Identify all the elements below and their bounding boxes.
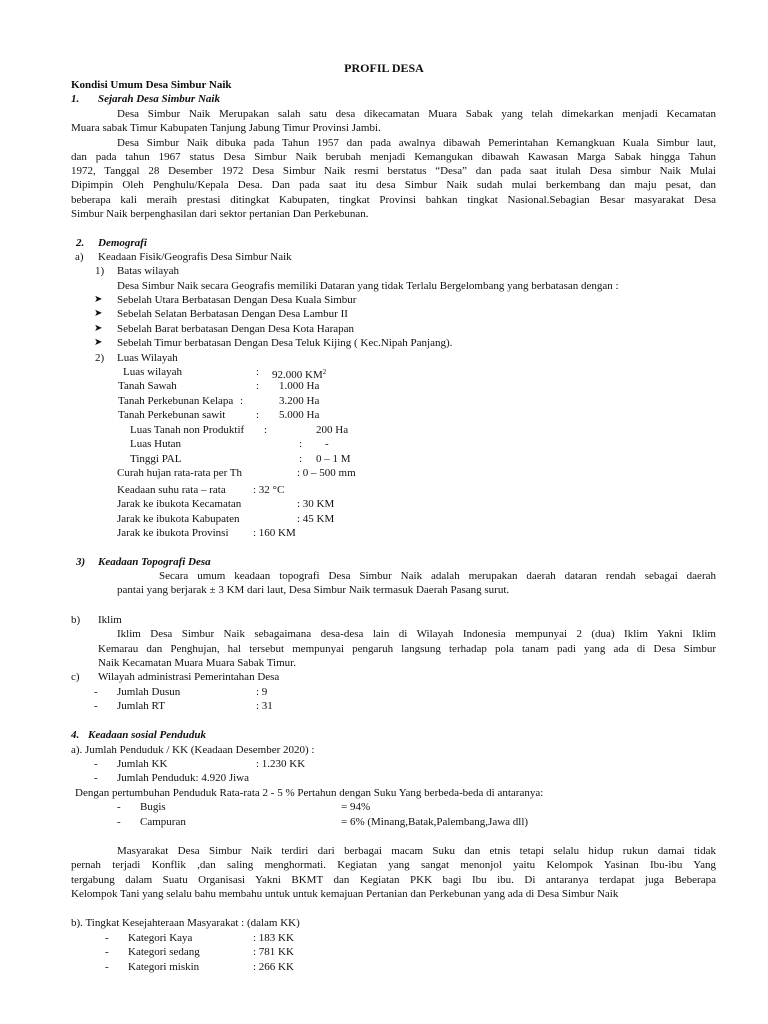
dash-bullet: - bbox=[105, 946, 109, 958]
section-3-number: 3) bbox=[76, 556, 86, 568]
arrow-bullet-icon: ➤ bbox=[94, 308, 103, 319]
section-heading: Kondisi Umum Desa Simbur Naik bbox=[71, 79, 232, 91]
area-value: 200 Ha bbox=[316, 424, 349, 436]
growth-text: Dengan pertumbuhan Penduduk Rata-rata 2 - 5 % Pertahun dengan Suku Yang berbeda-beda di antaranya: bbox=[75, 787, 544, 799]
section-1-paragraph-2-line: Desa Simbur Naik dibuka pada Tahun 1957 dan pada awalnya dibawah Pemerintahan Kemangkuan Kuala Simbur laut, bbox=[117, 137, 716, 149]
boundary-intro: Desa Simbur Naik secara Geografis memiliki Dataran yang tidak Terlalu Bergelombang yang berbatasan dengan : bbox=[117, 280, 619, 292]
dash-bullet: - bbox=[105, 932, 109, 944]
arrow-bullet-icon: ➤ bbox=[94, 294, 103, 305]
admin-value: : 9 bbox=[256, 686, 268, 698]
dash-bullet: - bbox=[117, 801, 121, 813]
section-1-paragraph-2-line: 1972, Tanggal 28 Desember 1972 Desa Simbur Naik resmi berstatus “Desa” dan pada saat itulah Desa simbur Naik Mulai bbox=[71, 165, 716, 177]
welfare-label: Kategori miskin bbox=[128, 961, 200, 973]
area-value: 5.000 Ha bbox=[279, 409, 320, 421]
boundary-item: Sebelah Barat berbatasan Dengan Desa Kota Harapan bbox=[117, 323, 355, 335]
item-2-marker: 2) bbox=[95, 352, 105, 364]
section-1-number: 1. bbox=[71, 93, 80, 105]
area-label: Tanah Sawah bbox=[118, 380, 177, 392]
area-separator: : bbox=[299, 438, 303, 450]
subsection-a-title: Keadaan Fisik/Geografis Desa Simbur Naik bbox=[98, 251, 292, 263]
population-title: a). Jumlah Penduduk / KK (Keadaan Desember 2020) : bbox=[71, 744, 315, 756]
admin-label: Jumlah Dusun bbox=[117, 686, 181, 698]
population-value: : 1.230 KK bbox=[256, 758, 306, 770]
item-2-title: Luas Wilayah bbox=[117, 352, 178, 364]
climate-line: Iklim Desa Simbur Naik sebagaimana desa-desa lain di Wilayah Indonesia mempunyai 2 (dua) Iklim Yakni Iklim bbox=[117, 628, 716, 640]
stat-value: : 45 KM bbox=[297, 513, 335, 525]
area-separator: : bbox=[256, 366, 260, 378]
dash-bullet: - bbox=[94, 772, 98, 784]
page-title: PROFIL DESA bbox=[344, 61, 424, 75]
topography-line: Secara umum keadaan topografi Desa Simbur Naik adalah merupakan daerah dataran rendah sebagai daerah bbox=[159, 570, 716, 582]
stat-label: Curah hujan rata-rata per Th bbox=[117, 467, 243, 479]
topography-line: pantai yang berjarak ± 3 KM dari laut, Desa Simbur Naik termasuk Daerah Pasang surut. bbox=[117, 584, 510, 596]
ethnic-value: = 6% (Minang,Batak,Palembang,Jawa dll) bbox=[341, 816, 529, 828]
area-separator: : bbox=[256, 409, 260, 421]
area-value: 3.200 Ha bbox=[279, 395, 320, 407]
admin-label: Jumlah RT bbox=[117, 700, 165, 712]
section-4-number: 4. bbox=[71, 729, 80, 741]
section-2-title: Demografi bbox=[98, 237, 147, 249]
subsection-b-marker: b) bbox=[71, 614, 81, 626]
climate-line: Kemarau dan Penghujan, hal tersebut mempunyai pengaruh langsung terhadap pola tanam padi yang ada di Desa Simbur bbox=[98, 643, 716, 655]
welfare-label: Kategori Kaya bbox=[128, 932, 193, 944]
stat-label: Jarak ke ibukota Provinsi bbox=[117, 527, 229, 539]
item-1-title: Batas wilayah bbox=[117, 265, 180, 277]
welfare-label: Kategori sedang bbox=[128, 946, 200, 958]
stat-value: : 160 KM bbox=[253, 527, 296, 539]
climate-line: Naik Kecamatan Muara Muara Sabak Timur. bbox=[98, 657, 296, 669]
ethnic-value: = 94% bbox=[341, 801, 371, 813]
area-value: 0 – 1 M bbox=[316, 453, 351, 465]
welfare-value: : 266 KK bbox=[253, 961, 294, 973]
area-label: Luas wilayah bbox=[123, 366, 182, 378]
ethnic-label: Campuran bbox=[140, 816, 186, 828]
stat-value: : 30 KM bbox=[297, 498, 335, 510]
arrow-bullet-icon: ➤ bbox=[94, 337, 103, 348]
area-separator: : bbox=[256, 380, 260, 392]
area-label: Tanah Perkebunan sawit bbox=[118, 409, 226, 421]
section-1-paragraph-2-line: dan pada tahun 1967 status Desa Simbur Naik berubah menjadi Kemangukan dibawah Kawasan Marga Sabak hingga Tahun bbox=[71, 151, 716, 163]
section-1-paragraph-2-line: Dipimpin Oleh Penghulu/Kepala Desa. Dan pada saat itu desa Simbur Naik sudah mulai berkembang dan maju pesat, dan bbox=[71, 179, 716, 191]
section-1-title: Sejarah Desa Simbur Naik bbox=[98, 93, 220, 105]
section-3-title: Keadaan Topografi Desa bbox=[98, 556, 211, 568]
dash-bullet: - bbox=[94, 700, 98, 712]
item-1-marker: 1) bbox=[95, 265, 105, 277]
area-separator: : bbox=[299, 453, 303, 465]
section-1-paragraph-1-line: Desa Simbur Naik Merupakan salah satu desa dikecamatan Muara Sabak yang telah dimekarkan menjadi Kecamatan bbox=[117, 108, 716, 120]
society-line: tergabung dalam Suatu Organisasi Yakni BKMT dan Kegiatan PKK bagi Ibu ibu. Di antaranya terdapat juga Beberapa bbox=[71, 874, 716, 886]
ethnic-label: Bugis bbox=[140, 801, 166, 813]
dash-bullet: - bbox=[105, 961, 109, 973]
area-separator: : bbox=[240, 395, 244, 407]
society-line: Masyarakat Desa Simbur Naik terdiri dari berbagai macam Suku dan etnis tetapi selalu hidup rukun damai tidak bbox=[117, 845, 716, 857]
area-label: Luas Hutan bbox=[130, 438, 182, 450]
area-label: Luas Tanah non Produktif bbox=[130, 424, 245, 436]
subsection-c-title: Wilayah administrasi Pemerintahan Desa bbox=[98, 671, 280, 683]
subsection-c-marker: c) bbox=[71, 671, 80, 683]
boundary-item: Sebelah Utara Berbatasan Dengan Desa Kuala Simbur bbox=[117, 294, 357, 306]
boundary-item: Sebelah Timur berbatasan Dengan Desa Teluk Kijing ( Kec.Nipah Panjang). bbox=[117, 337, 453, 349]
subsection-a-marker: a) bbox=[75, 251, 84, 263]
area-label: Tanah Perkebunan Kelapa bbox=[118, 395, 234, 407]
subsection-b-title: Iklim bbox=[98, 614, 122, 626]
stat-label: Jarak ke ibukota Kabupaten bbox=[117, 513, 240, 525]
welfare-value: : 183 KK bbox=[253, 932, 294, 944]
area-value: 1.000 Ha bbox=[279, 380, 320, 392]
stat-label: Jarak ke ibukota Kecamatan bbox=[117, 498, 242, 510]
section-1-paragraph-1-line: Muara sabak Timur Kabupaten Tanjung Jabung Timur Provinsi Jambi. bbox=[71, 122, 381, 134]
boundary-item: Sebelah Selatan Berbatasan Dengan Desa Lambur II bbox=[117, 308, 348, 320]
area-value: - bbox=[325, 438, 329, 450]
section-4-title: Keadaan sosial Penduduk bbox=[88, 729, 206, 741]
stat-value: : 0 – 500 mm bbox=[297, 467, 356, 479]
population-total: Jumlah Penduduk: 4.920 Jiwa bbox=[117, 772, 249, 784]
dash-bullet: - bbox=[117, 816, 121, 828]
section-2-number: 2. bbox=[76, 237, 85, 249]
section-1-paragraph-2-line: Simbur Naik berpenghasilan dari sektor pertanian Dan Perkebunan. bbox=[71, 208, 369, 220]
society-line: pernah terjadi Konflik ,dan saling menghormati. Kegiatan yang sangat menonjol yaitu Kelompok Yasinan Ibu-ibu Yang bbox=[71, 859, 716, 871]
dash-bullet: - bbox=[94, 758, 98, 770]
stat-value: : 32 °C bbox=[253, 484, 285, 496]
welfare-title: b). Tingkat Kesejahteraan Masyarakat : (dalam KK) bbox=[71, 917, 300, 929]
stat-label: Keadaan suhu rata – rata bbox=[117, 484, 226, 496]
area-separator: : bbox=[264, 424, 268, 436]
area-value: 92.000 $KM^2$ bbox=[272, 368, 327, 381]
dash-bullet: - bbox=[94, 686, 98, 698]
welfare-value: : 781 KK bbox=[253, 946, 294, 958]
population-label: Jumlah KK bbox=[117, 758, 168, 770]
area-label: Tinggi PAL bbox=[130, 453, 182, 465]
section-1-paragraph-2-line: beberapa kali meraih prestasi ditingkat Kabupaten, tingkat Provinsi bahkan tingkat Nasional.Sebagian Besar masyarakat Desa bbox=[71, 194, 716, 206]
arrow-bullet-icon: ➤ bbox=[94, 323, 103, 334]
society-line: Kelompok Tani yang selalu bahu membahu untuk untuk kemajuan Pertanian dan Perkebunan yang ada di Desa Simbur Naik bbox=[71, 888, 619, 900]
admin-value: : 31 bbox=[256, 700, 273, 712]
